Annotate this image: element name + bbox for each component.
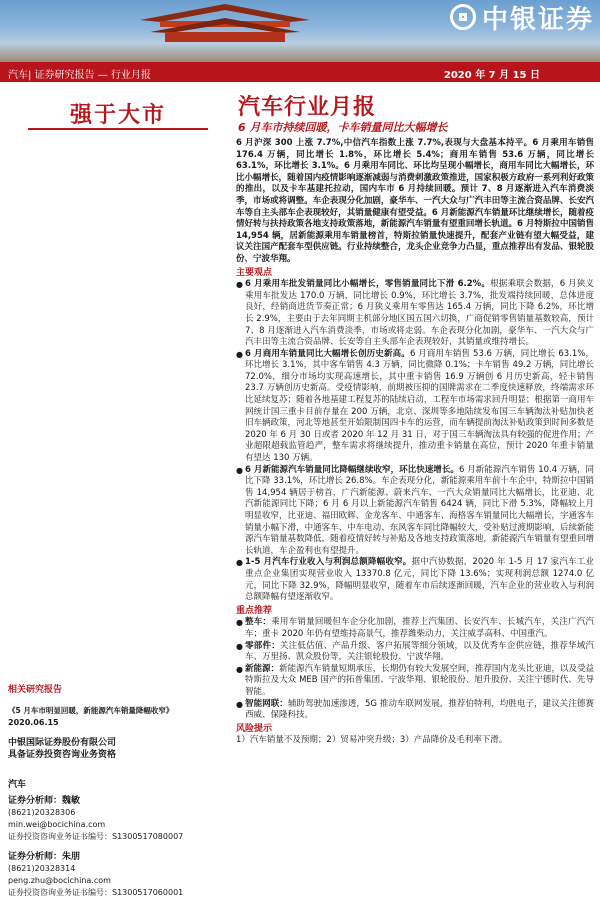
analyst-email[interactable]: min.wei@bocichina.com [8, 820, 106, 829]
related-item: 《5 月车市明显回暖，新能源汽车销量降幅收窄》 [8, 706, 174, 715]
analyst-phone: (8621)20328306 [8, 808, 76, 817]
report-topbar [0, 62, 600, 82]
report-subtitle: 6 月车市持续回暖，卡车销量同比大幅增长 [238, 121, 448, 134]
pick-lead: 零部件： [245, 640, 280, 651]
list-item [236, 279, 594, 349]
point-text: 根据乘联会数据，6 月狭义乘用车批发达 170.0 万辆，同比增长 0.9%，环比增长 3.7%，批发端持续回暖，总体进度良好，经销商进货节奏正常；6 月狭义乘用车零售达 165.4 万辆，同比下降 6.2%，环比增长 2.9%，主要由于去年同期主机部分地区国五国六切换，广商促销零售销量基数较高，预计 7、8 月逐渐进入汽车消费淡季，市场或将走弱。车企表现分化加剧，豪华车、一汽大众与广汽丰田等主流合资品牌、长安等自主头部车企表现较好，其销量或维持增长。 [245, 279, 594, 348]
list-item [236, 557, 594, 603]
point-lead: 1-5 月汽车行业收入与利润总额降幅收窄。 [245, 557, 412, 568]
sector-label: 汽车 [8, 780, 27, 790]
list-item [236, 617, 594, 640]
pick-text: 乘用车销量回暖但车企分化加剧，推荐上汽集团、长安汽车、长城汽车，关注广汽汽车；重卡 2020 年仍有望维持高景气，推荐潍柴动力，关注威孚高科、中国重汽。 [245, 617, 594, 639]
report-title: 汽车行业月报 [238, 95, 377, 120]
brand-name: 中银证券 [481, 4, 594, 35]
point-lead: 6 月乘用车批发销量同比小幅增长，零售销量同比下滑 6.2%。 [245, 279, 491, 290]
breadcrumb: 汽车| 证券研究报告 — 行业月报 [8, 70, 151, 81]
summary-paragraph: 6 月沪深 300 上涨 7.7%,中信汽车指数上涨 7.7%,表现与大盘基本持平。6 月乘用车销售 176.4 万辆，同比增长 1.8%，环比增长 5.4%；商用车销售 53.6 万辆，同比增长 63.1%，环比增长 3.1%。6 月乘用车同比、环比均呈现小幅增长，商用车同比大幅增长，环比小幅增长，随着国内疫情影响逐渐减弱与消费刺激政策推进，国家积极方政府一系列利好政策的推出，以及卡车基建托拉动，国内车市 6 月持续回暖。预计 7、8 月逐渐进入汽车消费淡季，市场或将调整。车企表现分化加剧，豪华车、一汽大众与广汽丰田等主流合资品牌、长安汽车等自主头部车企表现较好，其销量健康有望受益。6 月新能源汽车销量环比继续增长，随着疫情好转与扶持政策各地支持政策落地，新能源汽车销量有望重回增长轨道。6 月特斯拉中国销售 14,954 辆，居新能源乘用车销量榜首，特斯拉销量快速提升，配套产业链有望大幅受益，建议关注国产配套车型供应链。行业持续整合，龙头企业竞争力凸显，重点推荐出有发品、银轮股份、宁波华翔。 [236, 138, 594, 264]
bullet-icon: ● [236, 664, 243, 674]
palace-roof-illustration [140, 2, 310, 42]
bullet-icon: ● [236, 641, 243, 651]
analyst-name: 证券分析师：魏敏 [8, 796, 81, 806]
analyst-cert: 证券投资咨询业务证书编号：S1300517060001 [8, 888, 184, 897]
related-reports [8, 682, 183, 899]
analyst-name: 证券分析师：朱朋 [8, 852, 81, 862]
picks-title: 重点推荐 [236, 605, 273, 616]
pick-text: 新能源汽车销量短期承压，长期仍有较大发展空间，推荐国内龙头比亚迪，以及受益特斯拉及大众 MEB 国产的拓普集团、宁波华翔、银轮股份、旭升股份、关注宁德时代、先导智能。 [245, 663, 594, 697]
bullet-icon: ● [236, 558, 243, 568]
bullet-icon: ● [236, 618, 243, 628]
analyst-phone: (8621)20328314 [8, 864, 76, 873]
pick-lead: 智能网联： [245, 698, 288, 709]
point-text: 6 月商用车销售 53.6 万辆，同比增长 63.1%，环比增长 3.1%，其中客车销售 4.3 万辆，同比微降 0.1%；卡车销售 49.2 万辆，同比增长 72.0%，细分市场均实现高速增长，其中重卡销售 16.9 万辆创 6 月历史新高，轻卡销售 23.7 万辆创历史新高。受疫情影响，前期被压抑的国牌需求在二季度快速释放，终端需求环比延续复苏；随着各地基建工程复苏的陆续启动，工程车市场需求回升明显；根据第一商用车网统计国三重卡目前存量在 200 万辆，北京、深圳等多地陆续发布国三车辆淘汰补贴加快老旧车辆政策，河北等地甚至开始限制国四卡车的运营，而车辆提前淘汰补贴政策到时间多数是 2020 年 6 月 30 日或者 2020 年 12 月 31 日，对于国三车辆淘汰具有较强的促进作用；产业超限超载监管趋严，整车需求将继续提升，推动重卡销量在高位，预计 2020 年重卡销量有望达 130 万辆。 [245, 348, 594, 464]
risk-title: 风险提示 [236, 723, 273, 734]
rating-badge: 强于大市 [28, 98, 208, 130]
bullet-icon: ● [236, 349, 243, 359]
list-item [236, 641, 594, 664]
point-lead: 6 月新能源汽车销量同比降幅继续收窄，环比快速增长。 [245, 464, 459, 475]
analyst-email[interactable]: peng.zhu@bocichina.com [8, 876, 111, 885]
point-text: 据中汽协数据，2020 年 1-5 月 17 家汽车工业重点企业集团实现营业收入 13370.8 亿元，同比下降 13.6%；实现利润总额 1274.0 亿元，同比下降 32.9%，降幅明显收窄，随着车市后续逐渐回暖，汽车企业的营业收入与利润总额降幅有望逐渐收窄。 [245, 557, 594, 603]
bullet-icon: ● [236, 699, 243, 709]
pick-text: 关注低估值、产品升级、客户拓展等细分领域，以及优秀车企供应链，推荐华域汽车、万里扬、凯众股份等，关注银轮股份、宁波华翔。 [245, 640, 594, 663]
bullet-icon: ● [236, 465, 243, 475]
point-text: 6 月新能源汽车销售 10.4 万辆，同比下降 33.1%，环比增长 26.8%。车企表现分化，新能源乘用车前十车企中，特斯拉中国销售 14,954 辆居于榜首，广汽新能源、蔚来汽车、一汽大众销量同比大幅增长，比亚迪、北汽新能源同比下降；6 月 6 月以上新能源汽车销售 6424 辆，同比下滑 5.3%，降幅较上月明显收窄，比亚迪、福田欧辉、金龙客车、中通客车、海格客车销量同比大幅增长，宇通客车销量小幅下滑，中通客车、中车电动、东风客车同比降幅较大，受补贴过渡期影响，后续新能源汽车销量基数降低，随着疫情好转与补贴及各地支持政策落地，新能源汽车销量有望重回增长轨道，车企盈利也有望提升。 [245, 464, 594, 556]
report-date: 2020 年 7 月 15 日 [443, 70, 540, 81]
left-sidebar [0, 82, 230, 897]
company-cert: 具备证券投资咨询业务资格 [8, 750, 117, 760]
pick-lead: 整车： [245, 617, 272, 628]
list-item [236, 699, 594, 722]
related-date: 2020.06.15 [8, 718, 59, 727]
related-title: 相关研究报告 [8, 685, 63, 695]
brand-logo [450, 0, 594, 34]
analyst-cert: 证券投资咨询业务证书编号：S1300517080007 [8, 832, 184, 841]
list-item [236, 349, 594, 465]
company-name: 中银国际证券股份有限公司 [8, 738, 117, 748]
list-item [236, 465, 594, 558]
pick-text: 辅助驾驶加速渗透，5G 推动车联网发展，推荐伯特利，均胜电子，建议关注德赛西威、保隆科技。 [245, 698, 594, 721]
pick-lead: 新能源： [245, 663, 280, 674]
report-body [236, 138, 594, 747]
main-points-title: 主要观点 [236, 267, 273, 278]
list-item [236, 664, 594, 699]
risk-text: 1）汽车销量不及预期；2）贸易冲突升级；3）产品降价及毛利率下滑。 [236, 735, 508, 746]
bullet-icon: ● [236, 280, 243, 290]
point-lead: 6 月商用车销量同比大幅增长创历史新高。 [245, 348, 410, 359]
header-banner [0, 0, 600, 62]
bank-of-china-logo-icon [450, 4, 476, 30]
